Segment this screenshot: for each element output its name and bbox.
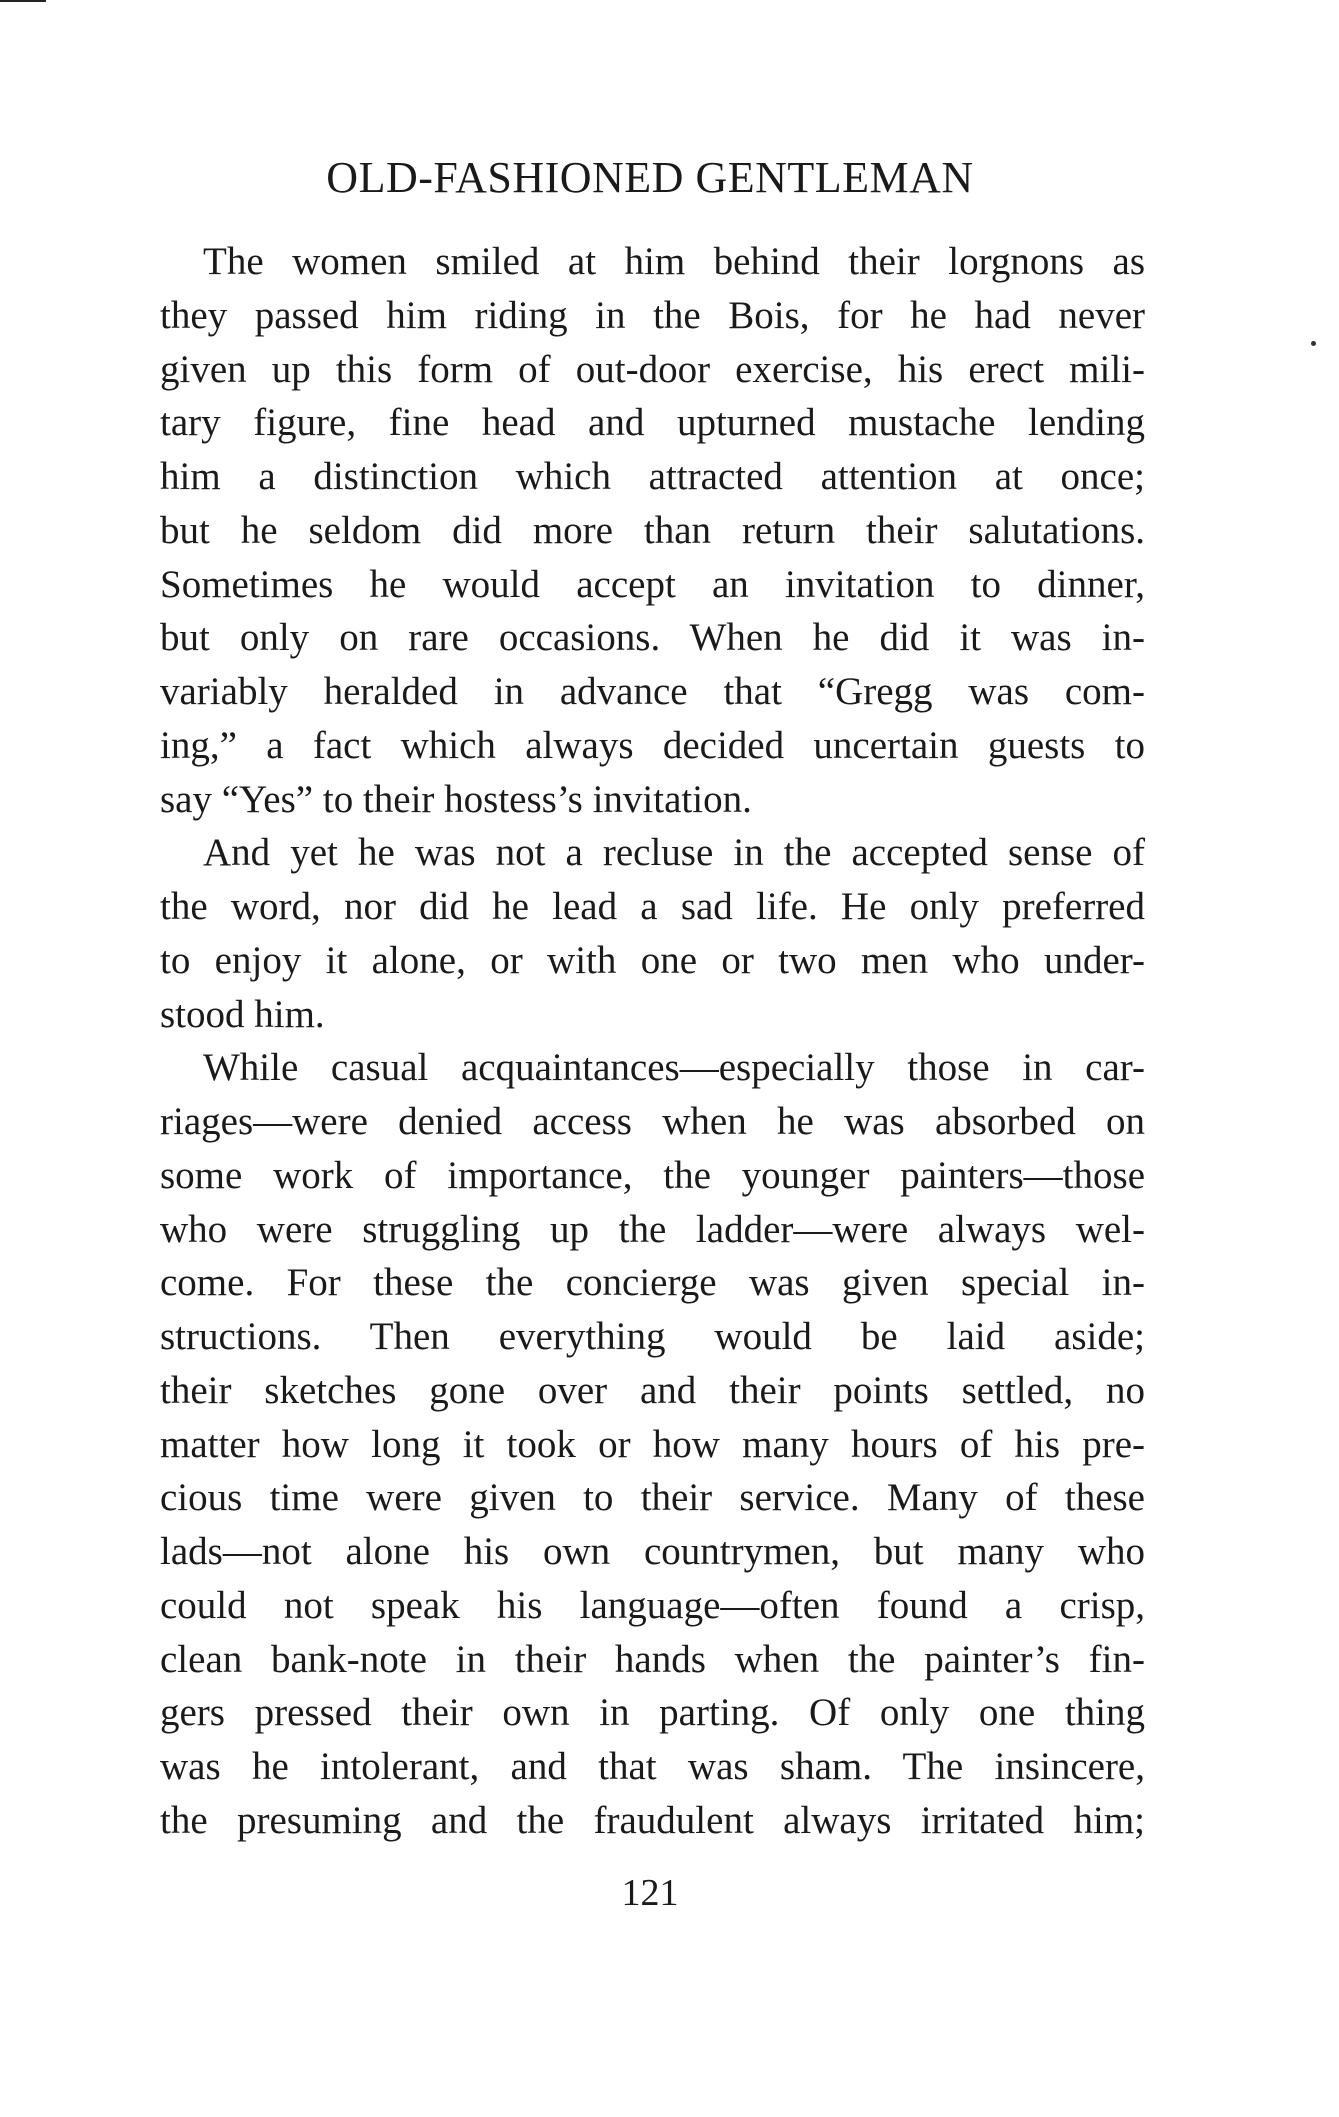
text-line: say “Yes” to their hostess’s invitation. (160, 777, 752, 821)
text-line: him a distinction which attracted attention at once; (160, 455, 1145, 498)
text-line: riages—were denied access when he was absorbed on (160, 1100, 1145, 1143)
text-line: the presuming and the fraudulent always irritated him; (160, 1798, 1145, 1842)
text-line: come. For these the concierge was given special in- (160, 1261, 1145, 1305)
text-line: some work of importance, the younger painters—those (160, 1153, 1145, 1197)
text-line: cious time were given to their service. Many of these (160, 1476, 1145, 1520)
text-line: but he seldom did more than return their salutations. (160, 508, 1145, 552)
running-head: OLD-FASHIONED GENTLEMAN (326, 153, 974, 202)
text-line: was he intolerant, and that was sham. The insincere, (160, 1745, 1145, 1788)
text-line: their sketches gone over and their points settled, no (160, 1368, 1145, 1412)
paragraph-2 (160, 826, 1145, 1041)
text-line: but only on rare occasions. When he did it was in- (160, 616, 1145, 660)
scan-speck (1311, 341, 1316, 346)
text-line: clean bank-note in their hands when the painter’s fin- (160, 1637, 1145, 1681)
scan-corner-mark (0, 0, 46, 2)
text-line: The women smiled at him behind their lorgnons as (203, 240, 1145, 283)
text-line: could not speak his language—often found a crisp, (160, 1583, 1145, 1627)
text-line: tary figure, fine head and upturned mustache lending (160, 401, 1145, 445)
paragraph-3 (160, 1041, 1145, 1847)
body-text (160, 235, 1145, 1848)
text-line: who were struggling up the ladder—were always wel- (160, 1207, 1145, 1251)
text-line: matter how long it took or how many hours of his pre- (160, 1422, 1145, 1466)
text-line: given up this form of out-door exercise, his erect mili- (160, 347, 1145, 391)
text-line: And yet he was not a recluse in the accepted sense of (203, 831, 1145, 875)
text-line: ing,” a fact which always decided uncertain guests to (160, 723, 1145, 767)
text-line: While casual acquaintances—especially those in car- (203, 1046, 1145, 1090)
text-line: variably heralded in advance that “Gregg was com- (160, 670, 1145, 713)
paragraph-1 (160, 235, 1145, 826)
page-number: 121 (621, 1872, 679, 1914)
text-line: lads—not alone his own countrymen, but many who (160, 1530, 1145, 1573)
text-line: the word, nor did he lead a sad life. He only preferred (160, 885, 1145, 928)
text-line: stood him. (160, 992, 325, 1036)
text-line: gers pressed their own in parting. Of only one thing (160, 1691, 1145, 1735)
text-line: structions. Then everything would be laid aside; (160, 1315, 1145, 1358)
text-line: to enjoy it alone, or with one or two men who under- (160, 938, 1145, 982)
text-line: Sometimes he would accept an invitation to dinner, (160, 562, 1145, 606)
text-line: they passed him riding in the Bois, for he had never (160, 293, 1145, 337)
